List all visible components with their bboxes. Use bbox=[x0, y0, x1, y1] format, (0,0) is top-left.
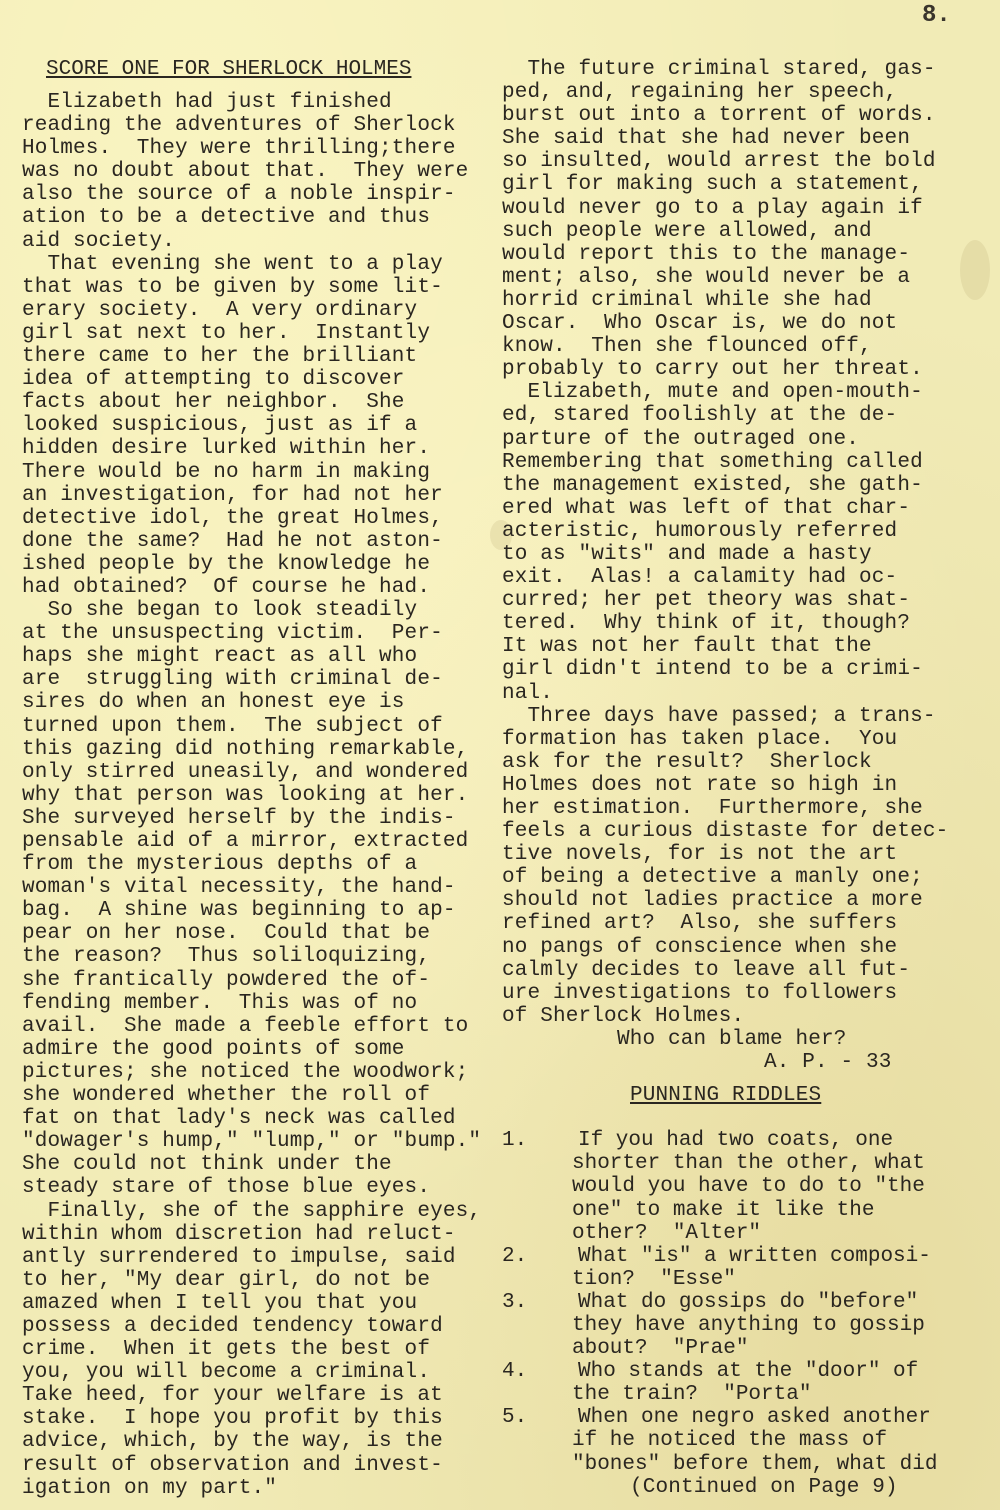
riddle-indent bbox=[502, 1314, 564, 1337]
article-text-line: So she began to look steadily bbox=[22, 599, 418, 623]
article-text-line: within whom discretion had reluct- bbox=[22, 1222, 456, 1246]
article-text-line: she wondered whether the roll of bbox=[22, 1084, 431, 1108]
article-text-line: also the source of a noble inspir- bbox=[22, 183, 456, 207]
riddle-line bbox=[502, 1360, 992, 1383]
riddle-text: shorter than the other, what bbox=[572, 1152, 925, 1176]
article-text-line: so insulted, would arrest the bold bbox=[502, 150, 936, 174]
article-text-line: the reason? Thus soliloquizing, bbox=[22, 945, 431, 969]
article-text-line: facts about her neighbor. She bbox=[22, 391, 405, 415]
article-text-line: "dowager's hump," "lump," or "bump." bbox=[22, 1130, 482, 1154]
riddle-text: one" to make it like the bbox=[572, 1198, 875, 1222]
riddle-line bbox=[502, 1152, 992, 1175]
article-text-line: Oscar. Who Oscar is, we do not bbox=[502, 312, 898, 336]
riddle-line bbox=[502, 1245, 992, 1268]
riddle-indent bbox=[502, 1337, 564, 1360]
riddle-indent bbox=[502, 1199, 564, 1222]
article-text-line: ed, stared foolishly at the de- bbox=[502, 404, 898, 428]
article-text-line: know. Then she flounced off, bbox=[502, 335, 872, 359]
article-text-line: possess a decided tendency toward bbox=[22, 1314, 443, 1338]
article-text-line: had obtained? Of course he had. bbox=[22, 575, 431, 599]
riddle-indent bbox=[502, 1152, 564, 1175]
article-text-line: There would be no harm in making bbox=[22, 460, 431, 484]
article-text-line: girl sat next to her. Instantly bbox=[22, 321, 431, 345]
article-text-line: Holmes. They were thrilling;there bbox=[22, 137, 456, 161]
article-text-line: you, you will become a criminal. bbox=[22, 1361, 431, 1385]
article-text-line: her estimation. Furthermore, she bbox=[502, 797, 923, 820]
article-text-line: avail. She made a feeble effort to bbox=[22, 1014, 469, 1038]
article-text-line: She surveyed herself by the indis- bbox=[22, 806, 456, 830]
riddle-line bbox=[502, 1337, 992, 1360]
article-text-line: Take heed, for your welfare is at bbox=[22, 1384, 443, 1408]
article-text-line: admire the good points of some bbox=[22, 1037, 405, 1061]
riddle-indent bbox=[502, 1175, 564, 1198]
article-text-line: Elizabeth had just finished bbox=[22, 91, 392, 114]
article-text-line: result of observation and invest- bbox=[22, 1453, 443, 1477]
article-text-line: the management existed, she gath- bbox=[502, 473, 923, 497]
article-text-line: fending member. This was of no bbox=[22, 991, 418, 1015]
riddle-line bbox=[502, 1453, 992, 1476]
continued-note: (Continued on Page 9) bbox=[630, 1475, 898, 1499]
riddle-indent bbox=[502, 1383, 564, 1406]
article-text-line: It was not her fault that the bbox=[502, 635, 872, 659]
riddle-text: they have anything to gossip bbox=[572, 1313, 925, 1337]
article-text-line: curred; her pet theory was shat- bbox=[502, 589, 911, 613]
article-text-line: idea of attempting to discover bbox=[22, 368, 405, 392]
article-text-line: there came to her the brilliant bbox=[22, 345, 418, 369]
article-closing-line: Who can blame her? bbox=[617, 1027, 847, 1051]
article-text-line: burst out into a torrent of words. bbox=[502, 104, 936, 128]
article-text-line: refined art? Also, she suffers bbox=[502, 912, 898, 936]
riddle-text: What "is" a written composi- bbox=[578, 1244, 931, 1268]
riddle-number: 4. bbox=[502, 1360, 528, 1384]
article-text-line: girl didn't intend to be a crimi- bbox=[502, 658, 923, 682]
riddle-text: tion? "Esse" bbox=[572, 1267, 736, 1291]
article-text-line: only stirred uneasily, and wondered bbox=[22, 760, 469, 784]
left-column bbox=[22, 58, 522, 1500]
article-text-line: formation has taken place. You bbox=[502, 727, 898, 751]
article-text-line: tered. Why think of it, though? bbox=[502, 612, 911, 636]
article-text-line: The future criminal stared, gas- bbox=[502, 58, 936, 81]
article-text-line: crime. When it gets the best of bbox=[22, 1338, 431, 1362]
article-text-line: erary society. A very ordinary bbox=[22, 298, 418, 322]
riddle-indent bbox=[502, 1222, 564, 1245]
article-text-line: sires do when an honest eye is bbox=[22, 691, 405, 715]
article-text-line: girl for making such a statement, bbox=[502, 173, 923, 197]
article-text-line: ped, and, regaining her speech, bbox=[502, 81, 898, 105]
article-text-line: aid society. bbox=[22, 229, 176, 253]
article-body-left bbox=[22, 91, 522, 1500]
article-text-line: ered what was left of that char- bbox=[502, 496, 911, 520]
riddle-line bbox=[502, 1129, 992, 1152]
riddle-text: When one negro asked another bbox=[578, 1406, 931, 1430]
article-text-line: pear on her nose. Could that be bbox=[22, 922, 431, 946]
article-title: SCORE ONE FOR SHERLOCK HOLMES bbox=[46, 58, 412, 81]
article-text-line: ation to be a detective and thus bbox=[22, 206, 431, 230]
article-text-line: turned upon them. The subject of bbox=[22, 714, 443, 738]
article-text-line: tive novels, for is not the art bbox=[502, 843, 898, 867]
riddle-text: other? "Alter" bbox=[572, 1221, 762, 1245]
riddle-text: the train? "Porta" bbox=[572, 1383, 812, 1407]
article-text-line: Elizabeth, mute and open-mouth- bbox=[502, 381, 923, 405]
riddle-number: 1. bbox=[502, 1129, 528, 1153]
article-text-line: exit. Alas! a calamity had oc- bbox=[502, 566, 898, 590]
article-text-line: looked suspicious, just as if a bbox=[22, 414, 418, 438]
riddle-line bbox=[502, 1199, 992, 1222]
riddle-line bbox=[502, 1291, 992, 1314]
riddle-text: if he noticed the mass of bbox=[572, 1429, 888, 1453]
article-text-line: pensable aid of a mirror, extracted bbox=[22, 830, 469, 853]
article-text-line: hidden desire lurked within her. bbox=[22, 437, 431, 461]
page-number: 8. bbox=[922, 2, 951, 29]
riddle-line bbox=[502, 1222, 992, 1245]
article-text-line: that was to be given by some lit- bbox=[22, 275, 443, 299]
article-text-line: ment; also, she would never be a bbox=[502, 265, 911, 289]
riddle-indent bbox=[502, 1268, 564, 1291]
article-text-line: woman's vital necessity, the hand- bbox=[22, 876, 456, 900]
article-text-line: at the unsuspecting victim. Per- bbox=[22, 622, 443, 646]
riddles-title: PUNNING RIDDLES bbox=[630, 1084, 822, 1108]
riddle-number: 2. bbox=[502, 1244, 528, 1268]
article-text-line: That evening she went to a play bbox=[22, 252, 443, 276]
article-text-line: would never go to a play again if bbox=[502, 196, 923, 220]
article-text-line: stake. I hope you profit by this bbox=[22, 1407, 443, 1431]
article-text-line: feels a curious distaste for detec- bbox=[502, 820, 949, 844]
article-text-line: acteristic, humorously referred bbox=[502, 519, 898, 543]
article-text-line: Finally, she of the sapphire eyes, bbox=[22, 1199, 482, 1223]
riddle-text: "bones" before them, what did bbox=[572, 1452, 938, 1476]
article-text-line: ask for the result? Sherlock bbox=[502, 750, 872, 774]
article-text-line: She said that she had never been bbox=[502, 127, 911, 151]
article-text-line: horrid criminal while she had bbox=[502, 288, 872, 312]
article-text-line: reading the adventures of Sherlock bbox=[22, 114, 456, 138]
article-text-line: steady stare of those blue eyes. bbox=[22, 1176, 431, 1200]
article-text-line: was no doubt about that. They were bbox=[22, 160, 469, 184]
article-text-line: done the same? Had he not aston- bbox=[22, 529, 443, 553]
article-text-line: she frantically powdered the of- bbox=[22, 968, 431, 992]
article-text-line: igation on my part." bbox=[22, 1476, 278, 1500]
article-text-line: should not ladies practice a more bbox=[502, 889, 923, 913]
article-body-right bbox=[502, 58, 992, 1028]
article-text-line: no pangs of conscience when she bbox=[502, 935, 898, 959]
article-text-line: She could not think under the bbox=[22, 1153, 392, 1177]
article-text-line: advice, which, by the way, is the bbox=[22, 1430, 443, 1454]
riddle-line bbox=[502, 1429, 992, 1452]
article-text-line: such people were allowed, and bbox=[502, 219, 872, 243]
riddle-text: What do gossips do "before" bbox=[578, 1290, 919, 1314]
article-text-line: bag. A shine was beginning to ap- bbox=[22, 899, 456, 923]
riddle-indent bbox=[502, 1453, 564, 1476]
article-byline: A. P. - 33 bbox=[764, 1051, 892, 1075]
article-text-line: are struggling with criminal de- bbox=[22, 668, 443, 692]
riddle-line bbox=[502, 1406, 992, 1429]
article-text-line: to as "wits" and made a hasty bbox=[502, 542, 872, 566]
article-text-line: an investigation, for had not her bbox=[22, 483, 443, 507]
riddle-text: Who stands at the "door" of bbox=[578, 1360, 919, 1384]
article-text-line: of being a detective a manly one; bbox=[502, 866, 923, 890]
article-text-line: ished people by the knowledge he bbox=[22, 552, 431, 576]
article-text-line: ure investigations to followers bbox=[502, 981, 898, 1005]
riddle-number: 3. bbox=[502, 1290, 528, 1314]
riddle-line bbox=[502, 1268, 992, 1291]
article-text-line: to her, "My dear girl, do not be bbox=[22, 1268, 431, 1292]
riddle-line bbox=[502, 1383, 992, 1406]
article-text-line: would report this to the manage- bbox=[502, 242, 911, 266]
riddle-text: If you had two coats, one bbox=[578, 1129, 894, 1153]
article-text-line: pictures; she noticed the woodwork; bbox=[22, 1060, 469, 1084]
article-text-line: of Sherlock Holmes. bbox=[502, 1004, 745, 1028]
riddle-number: 5. bbox=[502, 1406, 528, 1430]
article-text-line: probably to carry out her threat. bbox=[502, 358, 923, 382]
riddles-list bbox=[502, 1129, 992, 1475]
article-text-line: parture of the outraged one. bbox=[502, 427, 860, 451]
right-column bbox=[502, 58, 992, 1499]
article-text-line: haps she might react as all who bbox=[22, 645, 418, 669]
article-text-line: why that person was looking at her. bbox=[22, 783, 469, 807]
article-text-line: Three days have passed; a trans- bbox=[502, 704, 936, 728]
article-text-line: amazed when I tell you that you bbox=[22, 1291, 418, 1315]
riddle-line bbox=[502, 1314, 992, 1337]
riddle-text: would you have to do to "the bbox=[572, 1175, 925, 1199]
article-text-line: from the mysterious depths of a bbox=[22, 853, 418, 877]
article-text-line: calmly decides to leave all fut- bbox=[502, 958, 911, 982]
article-text-line: Holmes does not rate so high in bbox=[502, 773, 898, 797]
article-text-line: antly surrendered to impulse, said bbox=[22, 1245, 456, 1269]
article-text-line: nal. bbox=[502, 681, 554, 705]
article-text-line: this gazing did nothing remarkable, bbox=[22, 737, 469, 761]
riddle-line bbox=[502, 1175, 992, 1198]
riddle-text: about? "Prae" bbox=[572, 1337, 749, 1361]
article-text-line: Remembering that something called bbox=[502, 450, 923, 474]
riddle-indent bbox=[502, 1429, 564, 1452]
article-text-line: detective idol, the great Holmes, bbox=[22, 506, 443, 530]
article-text-line: fat on that lady's neck was called bbox=[22, 1107, 456, 1131]
